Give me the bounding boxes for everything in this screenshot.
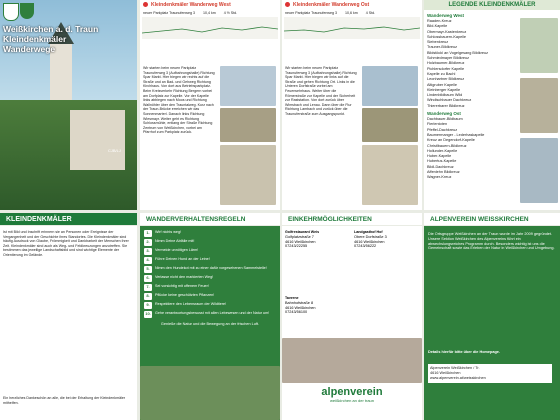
legend-photo-2 (520, 78, 558, 133)
rule-text: Vermeide unnötigen Lärm! (155, 248, 199, 252)
coat-of-arms-1 (3, 3, 19, 21)
rule-item (144, 284, 276, 291)
legend-ost-item: Bildl-Dachkreuz (427, 164, 454, 169)
alpenverein-header: ALPENVEREIN WEISSKIRCHEN (424, 213, 560, 225)
west-panel (140, 0, 280, 210)
ost-duration: 4 Std. (365, 10, 376, 15)
legend-ost-item: Pfeffel-Dachkreuz (427, 127, 458, 132)
alpenverein-body: Die Ortsgruppe Weißkirchen an der Traun wurde im Jahr 2009 gegründet. Unsere Sektion Weißkirchen des Alpenvereins führt ein abwechslungsreiches Programm durch. Besonders wichtig ist uns die Gemeinschaft sowie das Erleben der Natur in Weißkirchen und Umgebung. (428, 232, 555, 251)
rule-text: Pflücke keine geschützten Pflanzen! (155, 293, 215, 297)
rule-number: 3. (144, 248, 152, 255)
alpenverein-logo-text: alpenverein (321, 386, 383, 398)
rule-text: Respektiere den Lebensraum der Wildtiere! (155, 302, 227, 306)
legend-ost-list (424, 117, 517, 181)
ost-photo-1 (362, 66, 418, 106)
rule-item (144, 230, 276, 237)
legend-west-item: Schlossbauern-Kapelle (427, 34, 467, 39)
legend-west-item: Kapelle zu Bachl (427, 71, 456, 76)
west-photo-2 (220, 108, 276, 142)
ost-photo-3 (362, 145, 418, 205)
legend-ost-item: Hollunder-Kapelle (427, 148, 458, 153)
rule-number: 4. (144, 257, 152, 264)
legend-west-item: Holzbaumer-Bildkreuz (427, 61, 465, 66)
legend-west-item: Bildstöckl an Vogelgesang Bildkreuz (427, 50, 488, 55)
west-duration: 4 ½ Std. (223, 10, 238, 15)
rule-number: 2. (144, 239, 152, 246)
rule-item (144, 266, 276, 273)
kleindenkmaeler-header: KLEINDENKMÄLER (0, 213, 137, 225)
einkehr-header: EINKEHRMÖGLICHKEITEN (282, 213, 422, 225)
ost-photo-2 (362, 108, 418, 142)
alpenverein-panel (424, 226, 560, 420)
west-start: neuer Parkplatz Traunufenweg 3 (143, 10, 195, 15)
rules-panel (140, 226, 280, 420)
rule-number: 6. (144, 275, 152, 282)
alpenverein-logo-sub: weißkirchen an der traun (329, 398, 375, 403)
alpenverein-contact-title: Details hierfür bitte über die Homepage. (428, 350, 500, 354)
rule-number: 7. (144, 284, 152, 291)
west-elevation-profile (142, 17, 278, 39)
alpenverein-contact: Alpenverein Weißkirchen / Tr. 4616 Weißkirchen www.alpenverein.at/weisskirchen (428, 364, 552, 383)
rule-item (144, 275, 276, 282)
gasthaus-3 (285, 296, 351, 315)
legend-ost-title: Wanderweg Ost (427, 111, 461, 117)
coat-of-arms-2 (20, 3, 34, 19)
rule-item (144, 293, 276, 300)
legend-west-list (424, 19, 517, 109)
ost-distance: 10,6 km (344, 10, 358, 15)
rule-item (144, 302, 276, 309)
legend-ost-item: Baumermanger - Lederhaskapelle (427, 132, 485, 137)
legend-west-item: Kleinberger Kapelle (427, 87, 461, 92)
legend-west-item: Raaden-Kreuz (427, 19, 452, 23)
gasthaus-2-tel: 07243/56222 (354, 244, 377, 249)
west-text: Wir starten beim neuen Parkplatz Traunuferweg 3 (Aufbahrungshalle) Richtung Spar Markt. Hier biegen wir rechts auf die Straße und an Bad- und Gehweg Richtung Kirchhaus. Von dort aus Betriebsparkplatz. Beim Kreisverkehr Richtung Bergern vorbei am Dorfplatz zur Kapelle. Vor der Kapelle links abbiegen nach Moos und Richtung Wallnöhler über den Trauntalweg. Kurz nach der Traun-Brücke erreichen wir das Sonnenmarterl. Danach links Richtung Wiesmayr. Weiter geht es Richtung Schlossmühle, entlang der Straße Richtung Zentrum von Weißkirchen, vorbei am Pfarrhof zum Parkplatz zurück. (143, 66, 215, 135)
legend-ost-item: Wagner-Kreuz (427, 175, 452, 180)
gasthaus-2-name: Landgasthof Hof (354, 230, 383, 234)
legend-ost-item: Dachbauer-Bildbaum (427, 117, 463, 122)
legend-ost-item: Huber-Kapelle (427, 154, 452, 159)
rule-number: 8. (144, 293, 152, 300)
rules-footer: Genieße die Natur und die Bewegung an der frischen Luft. (160, 322, 260, 326)
west-pin-icon (143, 2, 148, 7)
legend-west-item: Altigruber Kapelle (427, 82, 457, 87)
gasthaus-1-tel: 07243/22255 (285, 244, 308, 249)
gasthaus-2-addr: Obere Dorfstraße 3 4616 Weißkirchen (354, 234, 387, 244)
west-photo-1 (220, 66, 276, 106)
legend-west-item: Obermayr-Kastenkreuz (427, 29, 467, 34)
legend-west-item: Siebenkreuz (427, 40, 449, 45)
legend-photo-1 (520, 18, 558, 73)
rule-text: Wirf nichts weg! (155, 230, 182, 234)
rule-text: Verlasse nicht den markierten Weg! (155, 275, 214, 279)
ost-start: neuer Parkplatz Traunufenweg 3 (285, 10, 337, 15)
legend-west-item: Leonhartner Bildkreuz (427, 77, 465, 82)
footer-text: Ein herzliches Dankeschön an alle, die bei der Erhaltung der Kleindenkmäler mithelfen. (3, 396, 126, 405)
cover-title-2: Kleindenkmäler (3, 34, 67, 44)
rule-item (144, 257, 276, 264)
legend-ost-item: Hubertus-Kapelle (427, 159, 457, 164)
legend-west-item: Trauner-Bildkreuz (427, 45, 458, 50)
einkehr-panel (282, 226, 422, 420)
legend-photo-3 (520, 138, 558, 203)
rule-text: Sei vorsichtig mit offenem Feuer! (155, 284, 209, 288)
legend-title: LEGENDE KLEINDENKMÄLER (424, 0, 560, 10)
ost-title: Kleindenkmäler Wanderweg Ost (293, 1, 370, 8)
ost-panel (282, 0, 422, 210)
rule-text: Nimm Deine Abfälle mit! (155, 239, 195, 243)
ost-elevation-profile (284, 17, 420, 39)
photo-credit: CJB/LJ (108, 148, 121, 153)
west-stats (140, 9, 280, 16)
ost-text: Wir starten beim neuen Parkplatz Traunuferweg 3 (Aufbahrungshalle) Richtung Spar Markt. Hier biegen wir links auf die Straße und gehen Richtung Ort. Links in die Unteren Dorfstraße vorbei am Feuerwehrhaus. Weiter über die Römerstraße zur Kapelle und der Sicherheit zur Raststation. Von dort zurück über Wimsbach und Lenau. Dann über die Flur Richtung Lambach und zurück über die Traunuferstraße zum Ausgangspunkt. (285, 66, 357, 116)
gasthaus-1-addr: Golfplatzstraße 7 4616 Weißkirchen (285, 234, 316, 244)
intro-text: Ist mit Bild und Inschrift erinnern sie an Personen oder Ereignisse der Vergangenheit und der Geschichte ihres Standortes. Die Kleindenkmäler sind häufig Ausdruck von Glaube, Frömmigkeit und Dankbarkeit der Menschen ihrer Zeit. Kleindenkmäler sind auch als Weg- und Feldkreuzungen anzutreffen. Sie bestimmen das jeweilige Landschaftsbild und sind wichtige Elemente der Orientierung im Gelände. (3, 230, 129, 257)
rule-text: Nimm den Hundekot mit zu einer dafür vorgesehenen Sammelstelle! (155, 266, 267, 270)
ost-header (282, 0, 422, 9)
legend-west-item: Thiererbarer Bildkreuz (427, 103, 465, 108)
legend-panel (424, 0, 560, 210)
west-title: Kleindenkmäler Wanderweg West (151, 1, 231, 8)
rule-number: 5. (144, 266, 152, 273)
rule-item (144, 311, 276, 318)
legend-west-title: Wanderweg West (427, 13, 465, 18)
rule-number: 10. (145, 311, 151, 317)
gasthaus-3-name: Taverne (285, 296, 299, 300)
gasthaus-1 (285, 230, 351, 249)
rule-number: 9. (144, 302, 152, 309)
legend-ost-item: Fierlentoten (427, 122, 448, 127)
west-distance: 10,4 km (202, 10, 216, 15)
cover-panel (0, 0, 137, 210)
gasthaus-1-name: Golfrestaurant Weis (285, 230, 320, 234)
ost-pin-icon (285, 2, 290, 7)
gasthaus-2 (354, 230, 420, 249)
legend-west-item: Bild-Kapelle (427, 24, 448, 29)
legend-west-item: Windischbauer Dachkreuz (427, 98, 472, 103)
church-body (70, 110, 125, 170)
alpenverein-logo (292, 386, 412, 416)
legend-ost-item: Christlbauern-Bildkreuz (427, 143, 467, 148)
cover-title-1: Weißkirchen a. d. Traun (3, 24, 99, 34)
rule-number: 1. (144, 230, 152, 237)
intro-panel (0, 226, 137, 420)
gasthaus-3-addr: Bahnhofstraße 8 4616 Weißkirchen (285, 300, 316, 310)
rule-text: Führe Deinen Hund an der Leine! (155, 257, 210, 261)
west-photo-3 (220, 145, 276, 205)
cover-title-3: Wanderwege (3, 44, 56, 54)
legend-west-item: Lindenbildbaum Wild (427, 93, 463, 98)
einkehr-photo (282, 338, 422, 383)
rule-item (144, 239, 276, 246)
ost-stats (282, 9, 422, 16)
gasthaus-3-tel: 07243/56100 (285, 310, 308, 315)
legend-ost-item: Kreuz an Degendorf-Kapelle (427, 138, 475, 143)
rule-item (144, 248, 276, 255)
rule-text: Gehe verantwortungsbewusst mit allen Lebewesen und der Natur um! (155, 311, 270, 315)
legend-west-item: Schmiedmayer Bildkreuz (427, 56, 469, 61)
rules-photo (140, 366, 280, 420)
legend-ost-item: Affenlehn Bildkreuz (427, 170, 460, 175)
wanderverhaltensregeln-header: WANDERVERHALTENSREGELN (140, 213, 280, 225)
legend-west-item: Pichlersdorfer Kapelle (427, 66, 465, 71)
west-header (140, 0, 280, 9)
